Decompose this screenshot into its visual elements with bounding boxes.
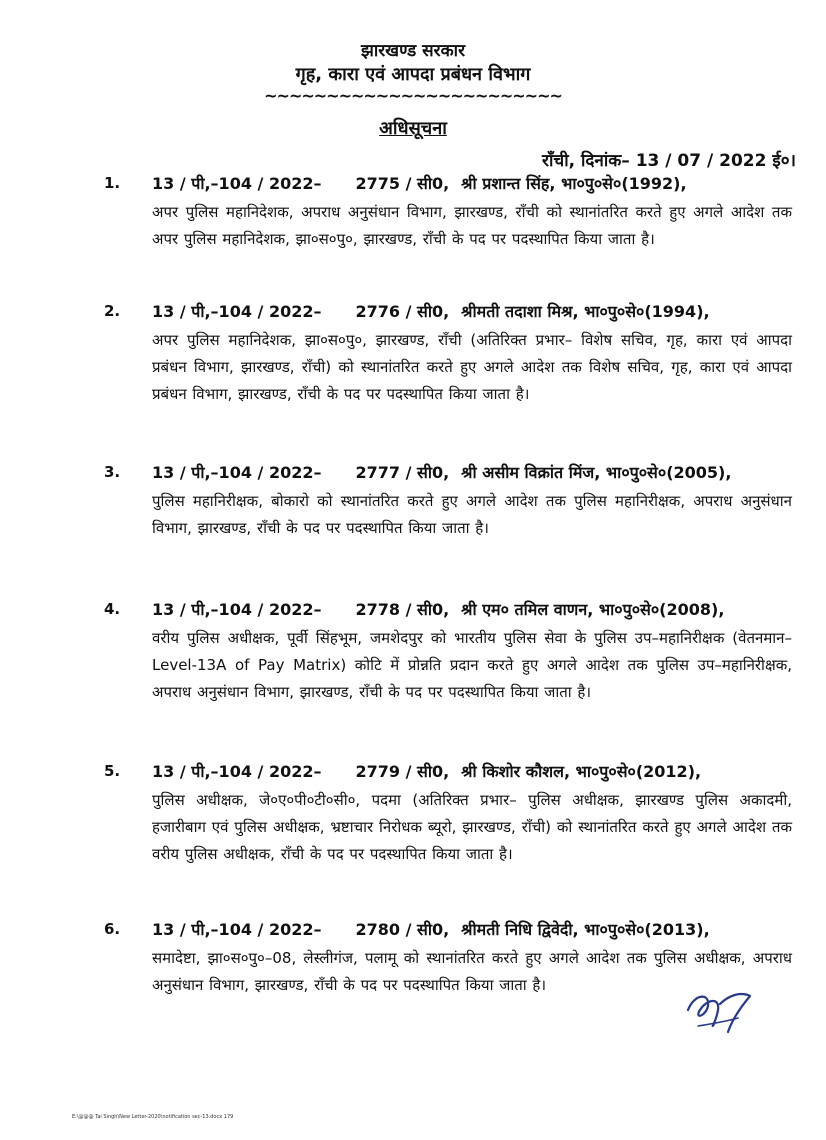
date-line: राँची, दिनांक– 13 / 07 / 2022 ई०। [542,151,796,171]
item-body: समादेष्टा, झा०स०पु०–08, लेस्लीगंज, पलामू को स्थानांतरित करते हुए अगले आदेश तक पुलिस अधीक्षक, अपराध अनुसंधान विभाग, झारखण्ड, राँची के पद पर पदस्थापित किया जाता है। [152,949,792,994]
footer-file-path: E:\@@@ Tai Singh\New Letter-2020\notification sec-13.docx 179 [72,1114,234,1120]
item-officer-name: श्रीमती निधि द्विवेदी, भा०पु०से०(2013), [461,920,710,939]
item-officer-name: श्रीमती तदाशा मिश्र, भा०पु०से०(1994), [461,302,710,321]
item-ref: 13 / पी,–104 / 2022– [152,762,322,781]
item-officer-name: श्री प्रशान्त सिंह, भा०पु०से०(1992), [461,174,687,193]
item-memo-no: 2779 / सी0, [355,762,450,781]
item-heading [152,918,792,940]
item-number: 1. [104,174,121,192]
item-heading [152,172,792,194]
item-body: अपर पुलिस महानिदेशक, झा०स०पु०, झारखण्ड, राँची (अतिरिक्त प्रभार– विशेष सचिव, गृह, कारा एवं आपदा प्रबंधन विभाग, झारखण्ड, राँची) को स्थानांतरित करते हुए अगले आदेश तक विशेष सचिव, गृह, कारा एवं आपदा प्रबंधन विभाग, झारखण्ड, राँची के पद पर पदस्थापित किया जाता है। [152,331,792,403]
item-memo-no: 2776 / सी0, [355,302,450,321]
item-number: 3. [104,463,121,481]
item-body: पुलिस अधीक्षक, जे०ए०पी०टी०सी०, पदमा (अतिरिक्त प्रभार– पुलिस अधीक्षक, झारखण्ड पुलिस अकादमी, हजारीबाग एवं पुलिस अधीक्षक, भ्रष्टाचार निरोधक ब्यूरो, झारखण्ड, राँची) को स्थानांतरित करते हुए अगले आदेश तक वरीय पुलिस अधीक्षक, राँची के पद पर पदस्थापित किया जाता है। [152,791,792,863]
item-memo-no: 2777 / सी0, [355,463,450,482]
item-ref: 13 / पी,–104 / 2022– [152,174,322,193]
item-heading [152,760,792,782]
item-number: 4. [104,600,121,618]
item-officer-name: श्री एम० तमिल वाणन, भा०पु०से०(2008), [461,600,725,619]
item-heading [152,461,792,483]
item-ref: 13 / पी,–104 / 2022– [152,463,322,482]
item-heading [152,300,792,322]
notice-title: अधिसूचना [379,118,447,139]
item-body: अपर पुलिस महानिदेशक, अपराध अनुसंधान विभाग, झारखण्ड, राँची को स्थानांतरित करते हुए अगले आदेश तक अपर पुलिस महानिदेशक, झा०स०पु०, झारखण्ड, राँची के पद पर पदस्थापित किया जाता है। [152,203,792,248]
item-number: 5. [104,762,121,780]
item-number: 6. [104,920,121,938]
item-memo-no: 2780 / सी0, [355,920,450,939]
item-number: 2. [104,302,121,320]
header-separator: ~~~~~~~~~~~~~~~~~~~~~~~~ [264,86,562,105]
item-ref: 13 / पी,–104 / 2022– [152,600,322,619]
item-memo-no: 2775 / सी0, [355,174,450,193]
item-ref: 13 / पी,–104 / 2022– [152,302,322,321]
item-body: पुलिस महानिरीक्षक, बोकारो को स्थानांतरित करते हुए अगले आदेश तक पुलिस महानिरीक्षक, अपराध अनुसंधान विभाग, झारखण्ड, राँची के पद पर पदस्थापित किया जाता है। [152,492,792,537]
item-memo-no: 2778 / सी0, [355,600,450,619]
item-officer-name: श्री किशोर कौशल, भा०पु०से०(2012), [461,762,702,781]
item-ref: 13 / पी,–104 / 2022– [152,920,322,939]
item-officer-name: श्री असीम विक्रांत मिंज, भा०पु०से०(2005), [461,463,732,482]
item-body: वरीय पुलिस अधीक्षक, पूर्वी सिंहभूम, जमशेदपुर को भारतीय पुलिस सेवा के पुलिस उप–महानिरीक्षक (वेतनमान–Level-13A of Pay Matrix) कोटि में प्रोन्नति प्रदान करते हुए अगले आदेश तक पुलिस उप–महानिरीक्षक, अपराध अनुसंधान विभाग, झारखण्ड, राँची के पद पर पदस्थापित किया जाता है। [152,629,792,701]
signature-mark [680,980,770,1040]
item-heading [152,598,792,620]
department-name: गृह, कारा एवं आपदा प्रबंधन विभाग [295,64,531,85]
government-name: झारखण्ड सरकार [360,41,466,61]
